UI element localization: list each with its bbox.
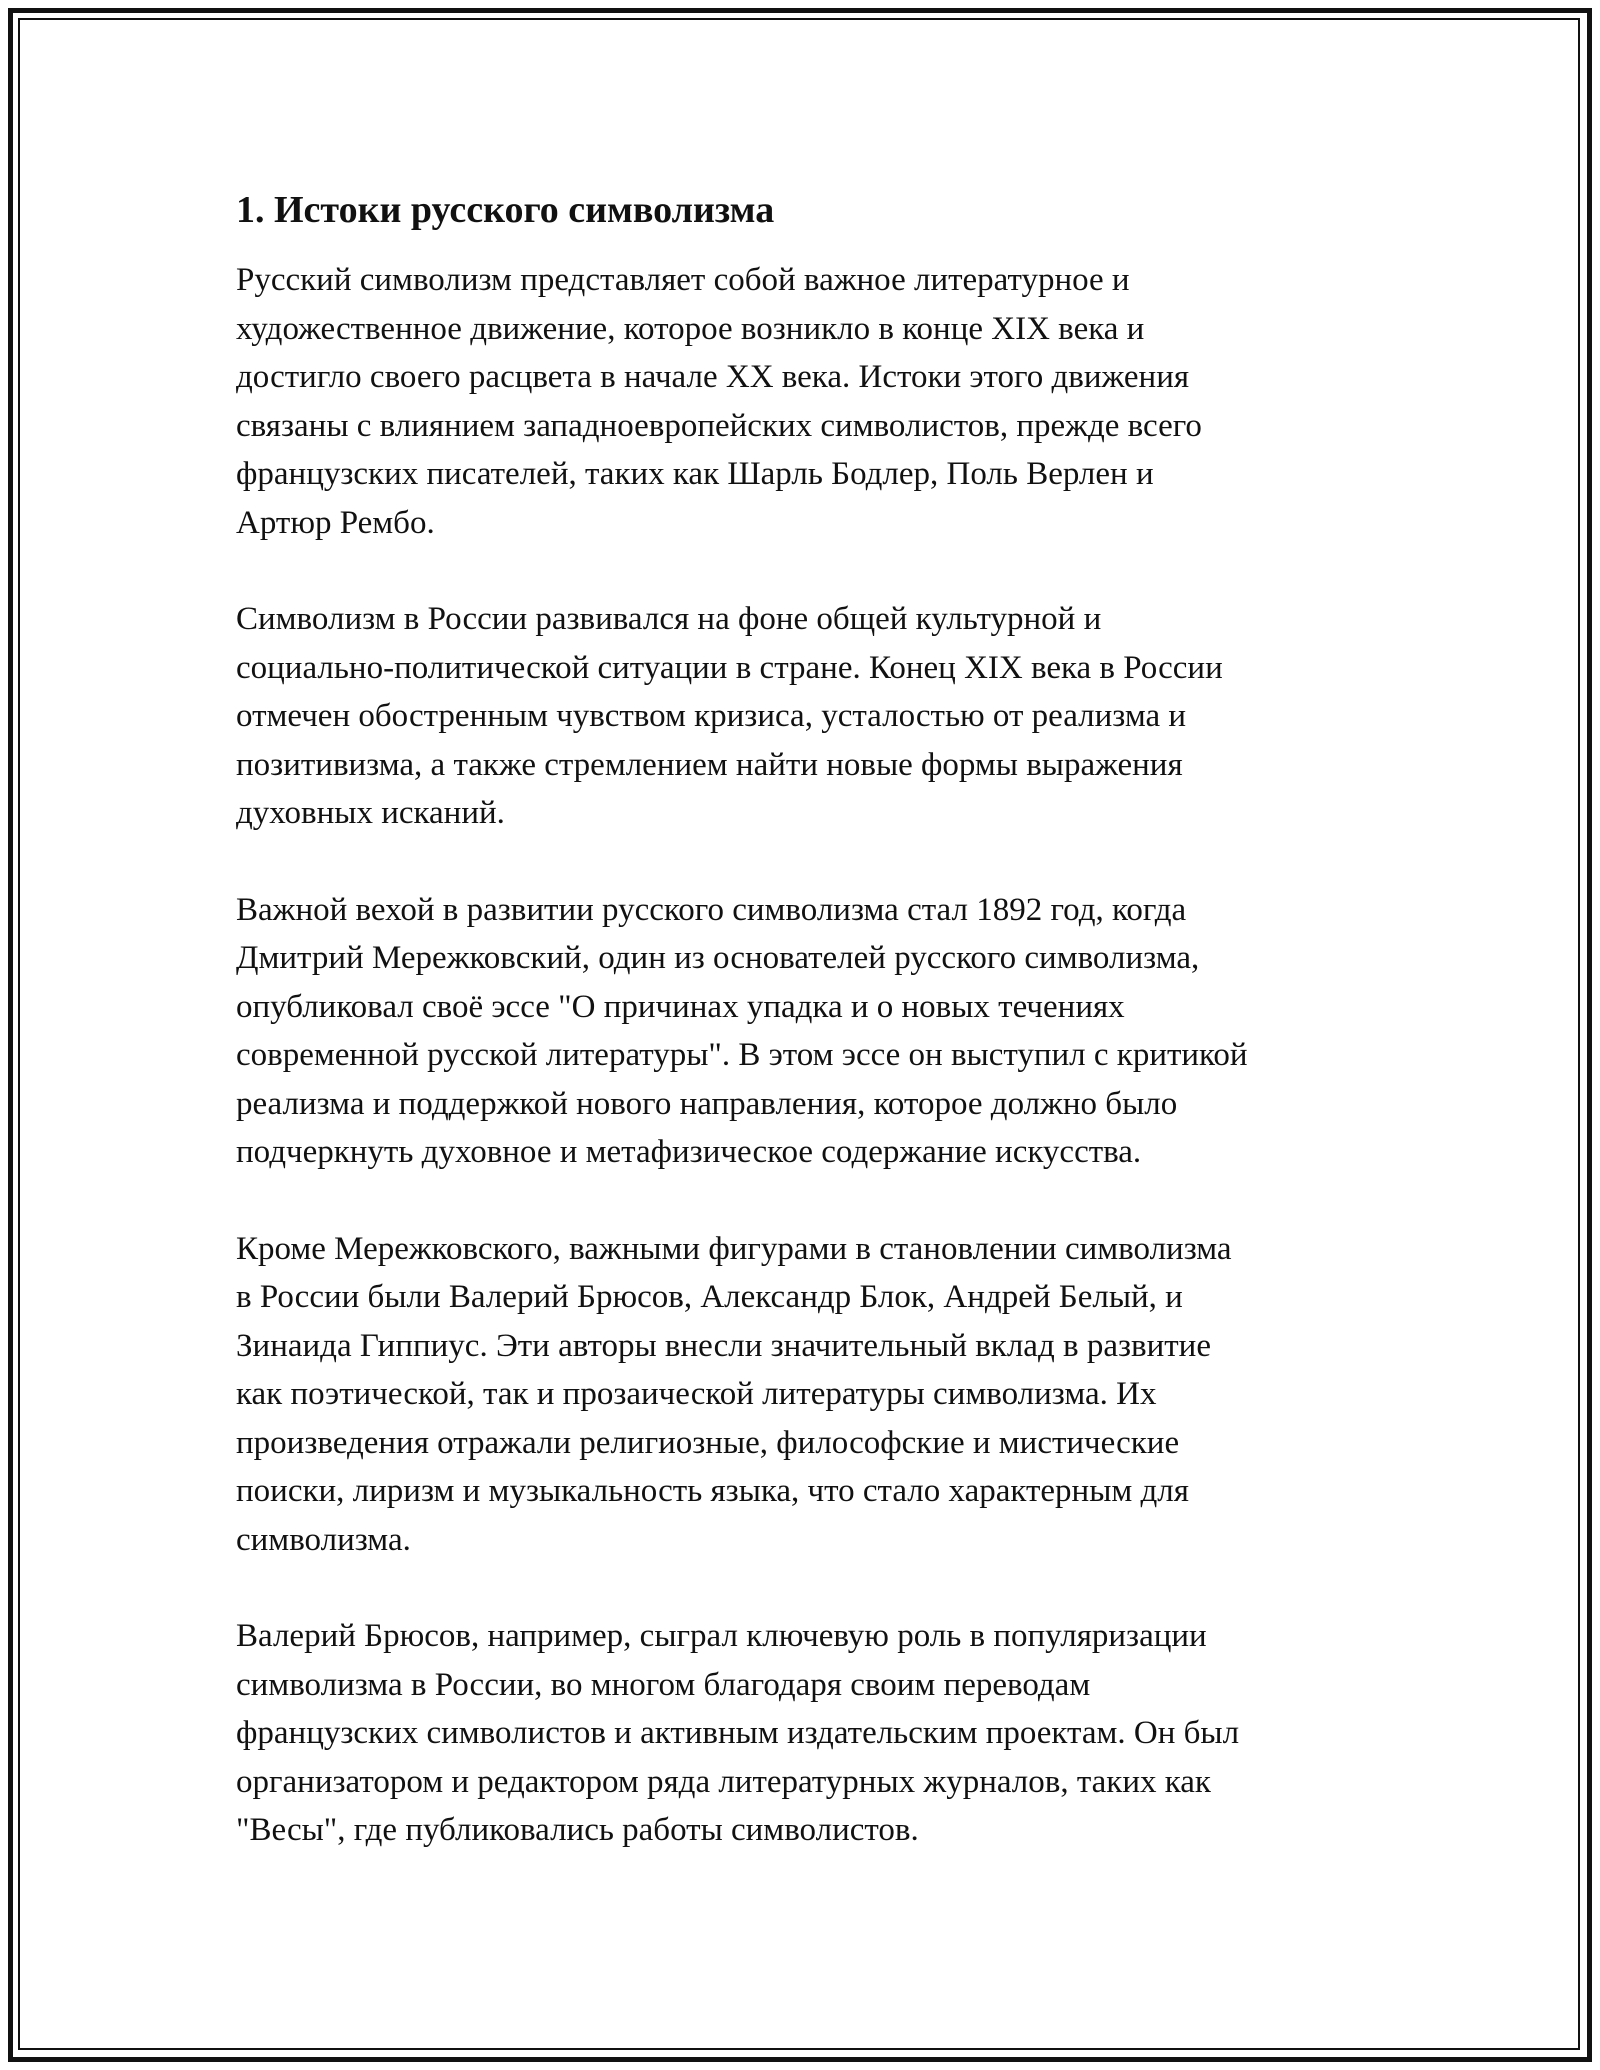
text-line: отмечен обостренным чувством кризиса, усталостью от реализма и	[236, 698, 1187, 734]
paragraph-3	[236, 886, 1376, 1177]
text-line: Важной вехой в развитии русского символизма стал 1892 год, когда	[236, 891, 1187, 928]
text-line: связаны с влиянием западноевропейских символистов, прежде всего	[236, 407, 1202, 444]
text-line: организатором и редактором ряда литературных журналов, таких как	[236, 1763, 1211, 1800]
text-line: Зинаида Гиппиус. Эти авторы внесли значительный вклад в развитие	[236, 1327, 1211, 1364]
text-line: символизма.	[236, 1521, 411, 1558]
paragraph-1	[236, 256, 1376, 547]
text-line: социально-политической ситуации в стране. Конец XIX века в России	[236, 649, 1223, 686]
text-line: поиски, лиризм и музыкальность языка, что стало характерным для	[236, 1473, 1189, 1509]
text-line: как поэтической, так и прозаической литературы символизма. Их	[236, 1376, 1157, 1412]
document-body	[236, 184, 1376, 1903]
text-line: достигло своего расцвета в начале XX века. Истоки этого движения	[236, 359, 1190, 395]
paragraph-2	[236, 595, 1376, 838]
text-line: реализма и поддержкой нового направления, которое должно было	[236, 1085, 1178, 1122]
section-heading: 1. Истоки русского символизма	[236, 189, 775, 231]
text-line: Дмитрий Мережковский, один из основателей русского символизма,	[236, 940, 1200, 976]
text-line: Символизм в России развивался на фоне общей культурной и	[236, 601, 1102, 637]
text-line: в России были Валерий Брюсов, Александр Блок, Андрей Белый, и	[236, 1279, 1183, 1315]
text-line: произведения отражали религиозные, философские и мистические	[236, 1424, 1180, 1461]
text-line: современной русской литературы". В этом эссе он выступил с критикой	[236, 1037, 1248, 1073]
text-line: французских символистов и активным издательским проектам. Он был	[236, 1715, 1240, 1751]
text-line: Валерий Брюсов, например, сыграл ключевую роль в популяризации	[236, 1618, 1207, 1654]
text-line: "Весы", где публиковались работы символистов.	[236, 1812, 919, 1848]
text-line: позитивизма, а также стремлением найти новые формы выражения	[236, 746, 1183, 783]
paragraph-4	[236, 1225, 1376, 1565]
text-line: подчеркнуть духовное и метафизическое содержание искусства.	[236, 1134, 1142, 1170]
text-line: Кроме Мережковского, важными фигурами в становлении символизма	[236, 1230, 1232, 1267]
text-line: духовных исканий.	[236, 795, 505, 831]
text-line: Русский символизм представляет собой важное литературное и	[236, 262, 1130, 298]
text-line: художественное движение, которое возникло в конце XIX века и	[236, 310, 1145, 347]
text-line: Артюр Рембо.	[236, 504, 435, 541]
text-line: опубликовал своё эссе "О причинах упадка и о новых течениях	[236, 988, 1125, 1025]
text-line: французских писателей, таких как Шарль Бодлер, Поль Верлен и	[236, 456, 1154, 492]
paragraph-5	[236, 1612, 1376, 1855]
text-line: символизма в России, во многом благодаря своим переводам	[236, 1666, 1091, 1703]
